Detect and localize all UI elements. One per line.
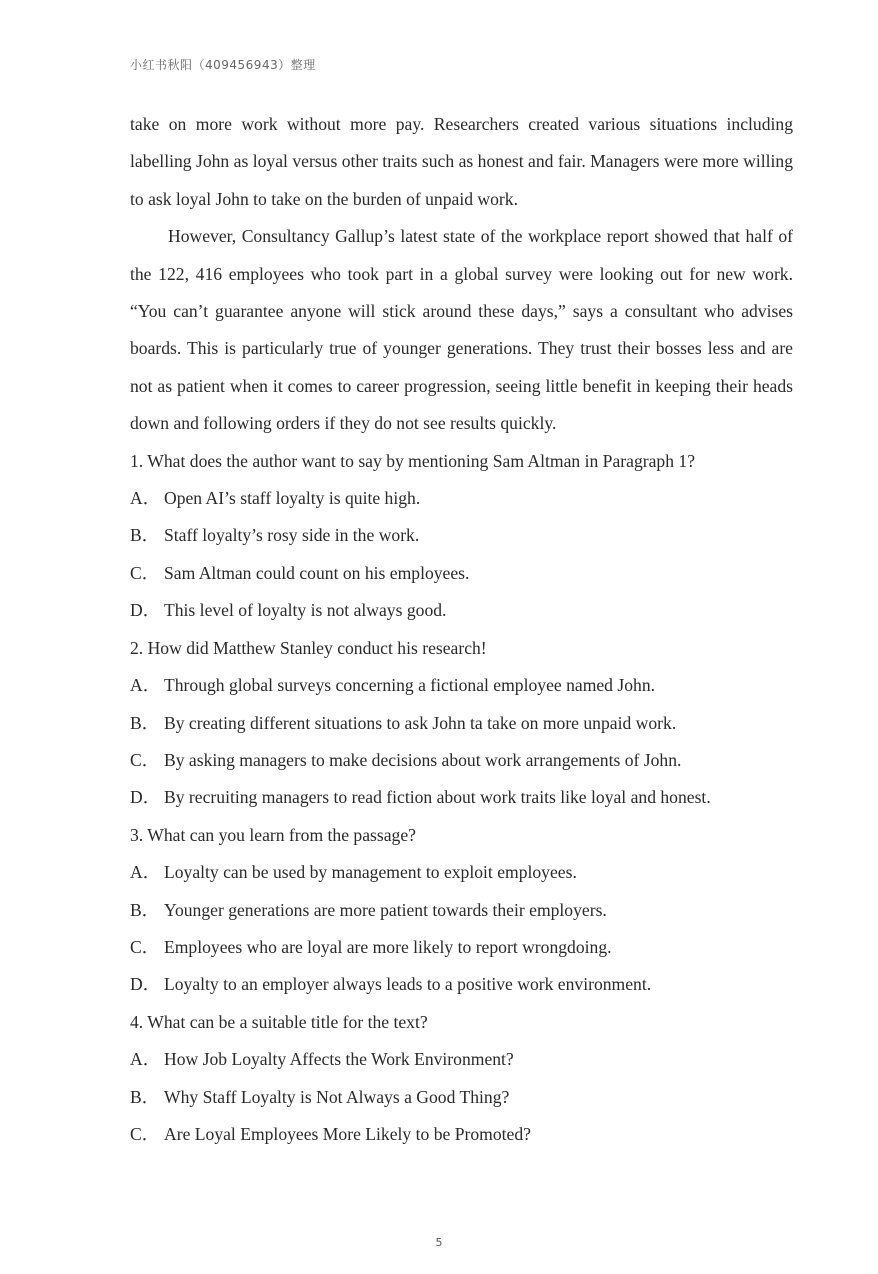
option-text: Employees who are loyal are more likely to report wrongdoing. [164, 936, 612, 957]
answer-option [130, 929, 793, 966]
option-letter: B． [130, 712, 160, 733]
question-block [130, 1004, 793, 1154]
answer-option [130, 1116, 793, 1153]
option-text: How Job Loyalty Affects the Work Environment? [164, 1049, 514, 1070]
answer-option [130, 705, 793, 742]
option-letter: B． [130, 899, 160, 920]
document-body [130, 106, 793, 1153]
option-text: This level of loyalty is not always good. [164, 600, 447, 621]
option-text: Staff loyalty’s rosy side in the work. [164, 525, 420, 546]
option-letter: A． [130, 488, 161, 509]
passage-paragraph: However, Consultancy Gallup’s latest state of the workplace report showed that half of the 122, 416 employees who took part in a global survey were looking out for new work. “You can’t guarantee anyone will stick around these days,” says a consultant who advises boards. This is particularly true of younger generations. They trust their bosses less and are not as patient when it comes to career progression, seeing little benefit in keeping their heads down and following orders if they do not see results quickly. [130, 226, 793, 434]
question-stem: 2. How did Matthew Stanley conduct his research! [130, 637, 487, 658]
question-block [130, 443, 793, 630]
question-block [130, 817, 793, 1004]
option-letter: A． [130, 862, 161, 883]
answer-option [130, 854, 793, 891]
option-letter: D． [130, 600, 161, 621]
option-text: Loyalty can be used by management to exploit employees. [164, 862, 577, 883]
answer-option [130, 480, 793, 517]
answer-option [130, 517, 793, 554]
option-letter: B． [130, 1086, 160, 1107]
option-text: Through global surveys concerning a fictional employee named John. [164, 675, 656, 696]
option-text: Sam Altman could count on his employees. [164, 562, 470, 583]
option-text: Younger generations are more patient towards their employers. [164, 899, 607, 920]
answer-option [130, 667, 793, 704]
option-text: Are Loyal Employees More Likely to be Promoted? [164, 1123, 531, 1144]
answer-option [130, 555, 793, 592]
page-number: 5 [435, 1236, 443, 1249]
option-letter: C． [130, 562, 160, 583]
answer-option [130, 1041, 793, 1078]
option-text: By asking managers to make decisions about work arrangements of John. [164, 749, 682, 770]
answer-option [130, 742, 793, 779]
option-text: Open AI’s staff loyalty is quite high. [164, 488, 421, 509]
option-letter: D． [130, 787, 161, 808]
option-letter: C． [130, 1123, 160, 1144]
option-letter: A． [130, 675, 161, 696]
page-header: 小红书秋阳（409456943）整理 [130, 58, 316, 72]
answer-option [130, 892, 793, 929]
question-stem: 1. What does the author want to say by mentioning Sam Altman in Paragraph 1? [130, 450, 696, 471]
option-text: Loyalty to an employer always leads to a positive work environment. [164, 974, 652, 995]
option-letter: A． [130, 1049, 161, 1070]
option-letter: C． [130, 749, 160, 770]
option-text: Why Staff Loyalty is Not Always a Good Thing? [164, 1086, 510, 1107]
option-letter: D． [130, 974, 161, 995]
answer-option [130, 779, 793, 816]
passage-paragraph: take on more work without more pay. Researchers created various situations including labelling John as loyal versus other traits such as honest and fair. Managers were more willing to ask loyal John to take on the burden of unpaid work. [130, 114, 793, 209]
option-text: By recruiting managers to read fiction about work traits like loyal and honest. [164, 787, 711, 808]
answer-option [130, 592, 793, 629]
option-text: By creating different situations to ask John ta take on more unpaid work. [164, 712, 677, 733]
answer-option [130, 1079, 793, 1116]
question-stem: 3. What can you learn from the passage? [130, 824, 416, 845]
answer-option [130, 966, 793, 1003]
question-stem: 4. What can be a suitable title for the text? [130, 1011, 428, 1032]
option-letter: B． [130, 525, 160, 546]
option-letter: C． [130, 936, 160, 957]
question-block [130, 630, 793, 817]
